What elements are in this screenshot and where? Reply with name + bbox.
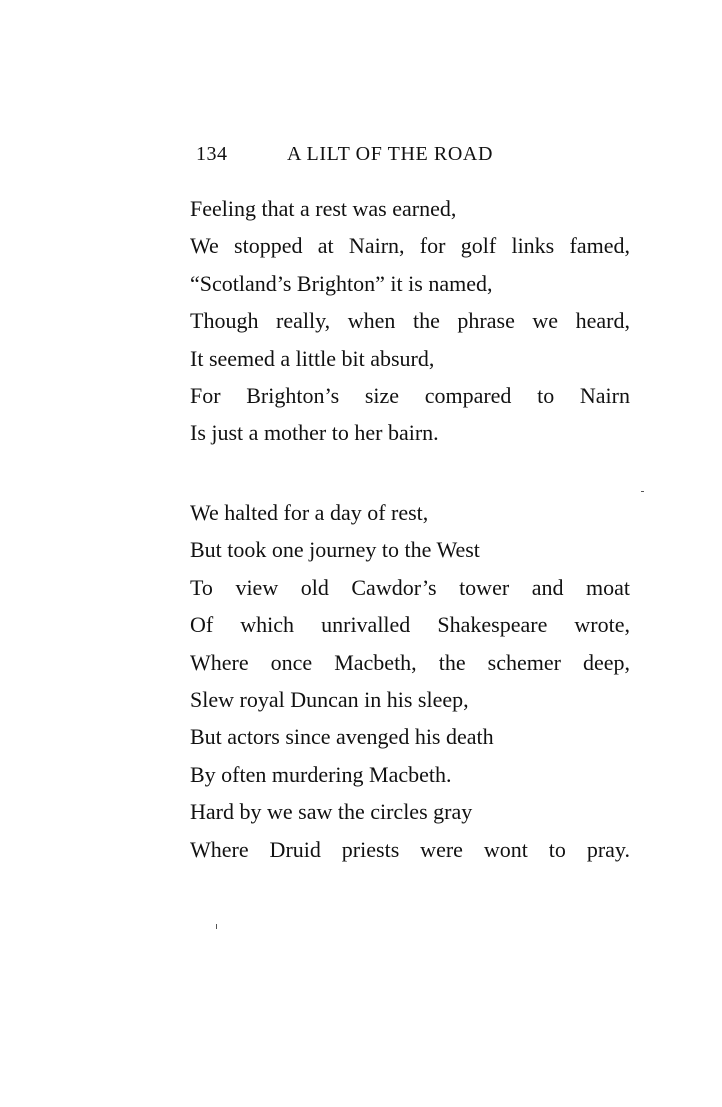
stanza-2 xyxy=(190,498,630,872)
verse-line: “Scotland’s Brighton” it is named, xyxy=(190,270,493,296)
scan-speck xyxy=(641,491,644,492)
verse-line: But took one journey to the West xyxy=(190,537,480,563)
verse-line: By often murdering Macbeth. xyxy=(190,761,452,787)
verse-line: For Brighton’s size compared to Nairn xyxy=(190,382,630,408)
verse-line: Of which unrivalled Shakespeare wrote, xyxy=(190,612,630,638)
verse-line: It seemed a little bit absurd, xyxy=(190,345,435,371)
scan-speck xyxy=(216,924,217,929)
verse-line: Feeling that a rest was earned, xyxy=(190,196,457,221)
verse-line: Hard by we saw the circles gray xyxy=(190,799,473,825)
running-head xyxy=(196,143,616,171)
verse-line: But actors since avenged his death xyxy=(190,724,494,750)
verse-line: We halted for a day of rest, xyxy=(190,500,429,525)
verse-line: Where once Macbeth, the schemer deep, xyxy=(190,649,630,675)
running-title: A LILT OF THE ROAD xyxy=(287,143,494,165)
verse-line: Though really, when the phrase we heard, xyxy=(190,308,630,334)
verse-line: To view old Cawdor’s tower and moat xyxy=(190,574,630,600)
page-number: 134 xyxy=(196,143,228,165)
verse-line: We stopped at Nairn, for golf links famed, xyxy=(190,233,630,259)
stanza-1 xyxy=(190,194,630,456)
verse-line: Slew royal Duncan in his sleep, xyxy=(190,686,469,712)
verse-line: Is just a mother to her bairn. xyxy=(190,420,439,446)
verse-line: Where Druid priests were wont to pray. xyxy=(190,836,630,862)
